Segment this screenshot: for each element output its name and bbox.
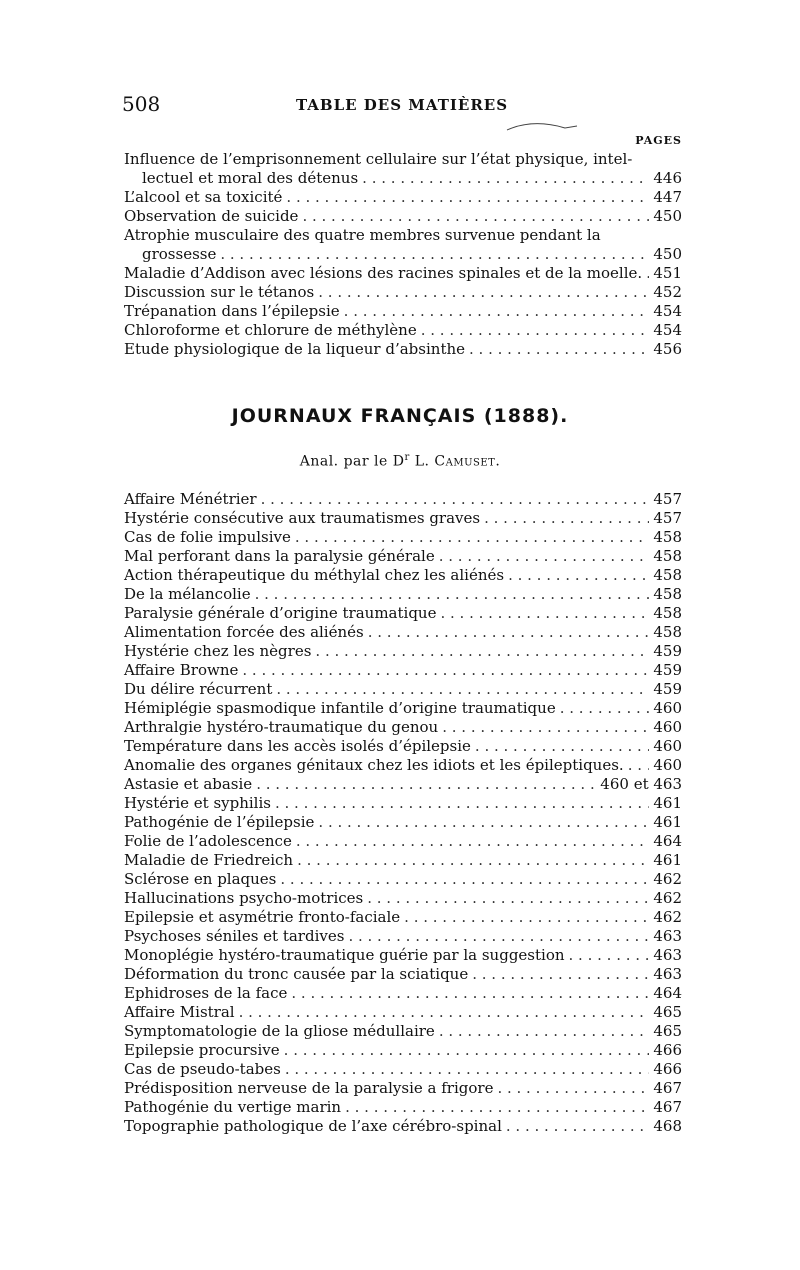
toc-entry-title: Pathogénie du vertige marin xyxy=(124,1098,342,1116)
toc-entry-title: Maladie de Friedreich xyxy=(124,851,294,869)
toc-entry-leader-dots xyxy=(345,1098,649,1117)
toc-entry-title: Topographie pathologique de l’axe cérébro-spinal xyxy=(124,1117,502,1135)
toc-entry-page: 446 xyxy=(653,169,682,187)
toc-entry-title: Influence de l’emprisonnement cellulaire sur l’état physique, intel- xyxy=(124,150,633,168)
toc-entry-leader-dots xyxy=(508,566,649,585)
running-title: TABLE DES MATIÈRES xyxy=(295,96,509,114)
toc-entry-title: Paralysie générale d’origine traumatique xyxy=(124,604,437,622)
toc-list-second xyxy=(124,490,682,1136)
toc-entry-page: 457 xyxy=(653,509,682,527)
pages-column-label: PAGES xyxy=(635,134,682,147)
toc-entry-title: Chloroforme et chlorure de méthylène xyxy=(124,321,417,339)
toc-entry-leader-dots xyxy=(368,623,650,642)
toc-entry-page: 458 xyxy=(653,604,682,622)
section-sub-prefix: Anal. par le D xyxy=(299,453,405,470)
toc-entry xyxy=(124,775,682,794)
toc-entry xyxy=(124,794,682,813)
toc-entry xyxy=(124,737,682,756)
toc-entry xyxy=(124,245,682,264)
toc-entry-page: 458 xyxy=(653,528,682,546)
toc-entry-title: Température dans les accès isolés d’épilepsie xyxy=(124,737,471,755)
toc-entry xyxy=(124,264,682,283)
toc-entry-title: Affaire Mistral xyxy=(124,1003,235,1021)
toc-entry-title: Déformation du tronc causée par la sciatique xyxy=(124,965,469,983)
toc-entry-title: Trépanation dans l’épilepsie xyxy=(124,302,340,320)
toc-entry xyxy=(124,946,682,965)
toc-entry xyxy=(124,870,682,889)
toc-entry-page: 454 xyxy=(653,302,682,320)
toc-entry xyxy=(124,718,682,737)
toc-entry xyxy=(124,699,682,718)
toc-entry xyxy=(124,547,682,566)
toc-entry xyxy=(124,1079,682,1098)
toc-entry xyxy=(124,283,682,302)
toc-entry-title: Astasie et abasie xyxy=(124,775,253,793)
toc-entry-leader-dots xyxy=(291,984,649,1003)
toc-entry xyxy=(124,1041,682,1060)
toc-entry-leader-dots xyxy=(497,1079,649,1098)
toc-entry-title: Anomalie des organes génitaux chez les idiots et les épileptiques. xyxy=(124,756,624,774)
toc-entry xyxy=(124,1060,682,1079)
toc-entry-title: Observation de suicide xyxy=(124,207,299,225)
toc-entry-page: 461 xyxy=(653,813,682,831)
toc-entry-leader-dots xyxy=(261,490,650,509)
toc-entry-title: Cas de pseudo-tabes xyxy=(124,1060,281,1078)
toc-entry-leader-dots xyxy=(255,585,650,604)
toc-entry-title: lectuel et moral des détenus xyxy=(142,169,359,187)
toc-entry-page: 467 xyxy=(653,1098,682,1116)
toc-entry xyxy=(124,851,682,870)
toc-entry-page: 460 xyxy=(653,756,682,774)
toc-entry xyxy=(124,623,682,642)
toc-entry-title: Discussion sur le tétanos xyxy=(124,283,315,301)
toc-entry-leader-dots xyxy=(276,680,649,699)
toc-entry-title: Monoplégie hystéro-traumatique guérie par la suggestion xyxy=(124,946,565,964)
toc-entry-title: De la mélancolie xyxy=(124,585,251,603)
toc-entry-leader-dots xyxy=(280,870,649,889)
toc-entry-page: 450 xyxy=(653,207,682,225)
toc-entry xyxy=(124,188,682,207)
toc-entry-title: Affaire Browne xyxy=(124,661,239,679)
toc-entry xyxy=(124,509,682,528)
toc-entry xyxy=(124,832,682,851)
toc-entry-page: 459 xyxy=(653,680,682,698)
toc-entry-page: 466 xyxy=(653,1041,682,1059)
toc-entry-title: L’alcool et sa toxicité xyxy=(124,188,283,206)
toc-entry xyxy=(124,661,682,680)
toc-entry-page: 458 xyxy=(653,566,682,584)
toc-entry xyxy=(124,1098,682,1117)
toc-entry-leader-dots xyxy=(421,321,650,340)
toc-entry xyxy=(124,585,682,604)
toc-entry xyxy=(124,965,682,984)
toc-entry-leader-dots xyxy=(344,302,650,321)
toc-entry-page: 454 xyxy=(653,321,682,339)
toc-entry-title: Sclérose en plaques xyxy=(124,870,277,888)
toc-entry-leader-dots xyxy=(362,169,649,188)
toc-entry-leader-dots xyxy=(348,927,649,946)
toc-entry-title: Epilepsie et asymétrie fronto-faciale xyxy=(124,908,401,926)
toc-entry-page: 463 xyxy=(653,927,682,945)
toc-entry-title: Hystérie et syphilis xyxy=(124,794,271,812)
toc-entry xyxy=(124,490,682,509)
toc-entry-leader-dots xyxy=(285,1060,650,1079)
page-number: 508 xyxy=(122,92,161,116)
toc-entry-leader-dots xyxy=(318,813,649,832)
toc-entry xyxy=(124,150,682,169)
toc-entry xyxy=(124,566,682,585)
toc-entry-page: 465 xyxy=(653,1003,682,1021)
toc-entry-title: Mal perforant dans la paralysie générale xyxy=(124,547,435,565)
toc-entry-leader-dots xyxy=(297,851,649,870)
toc-entry-title: Arthralgie hystéro-traumatique du genou xyxy=(124,718,439,736)
toc-entry-title: Hystérie chez les nègres xyxy=(124,642,312,660)
toc-entry-title: Etude physiologique de la liqueur d’absinthe xyxy=(124,340,466,358)
toc-entry-page: 467 xyxy=(653,1079,682,1097)
toc-entry-title: Hallucinations psycho-motrices xyxy=(124,889,364,907)
toc-entry-title: Psychoses séniles et tardives xyxy=(124,927,345,945)
toc-entry-page: 461 xyxy=(653,794,682,812)
toc-entry xyxy=(124,169,682,188)
toc-entry xyxy=(124,207,682,226)
toc-entry-title: Alimentation forcée des aliénés xyxy=(124,623,364,641)
toc-entry-title: Symptomatologie de la gliose médullaire xyxy=(124,1022,435,1040)
toc-entry-page: 459 xyxy=(653,642,682,660)
ornament-flourish xyxy=(505,118,585,136)
toc-entry-title: grossesse xyxy=(142,245,217,263)
toc-entry-page: 462 xyxy=(653,870,682,888)
toc-entry-leader-dots xyxy=(442,718,649,737)
toc-entry-page: 462 xyxy=(653,908,682,926)
toc-entry-leader-dots xyxy=(284,1041,650,1060)
toc-entry-leader-dots xyxy=(256,775,596,794)
toc-entry-page: 460 xyxy=(653,737,682,755)
toc-entry xyxy=(124,321,682,340)
toc-entry xyxy=(124,680,682,699)
toc-entry-page: 464 xyxy=(653,984,682,1002)
toc-entry-leader-dots xyxy=(439,547,650,566)
toc-list-first xyxy=(124,150,682,359)
toc-entry-title: Folie de l’adolescence xyxy=(124,832,292,850)
toc-entry xyxy=(124,340,682,359)
toc-entry-leader-dots xyxy=(318,283,649,302)
toc-entry-page: 463 xyxy=(653,946,682,964)
toc-entry-page: 452 xyxy=(653,283,682,301)
toc-entry-leader-dots xyxy=(242,661,649,680)
toc-entry-page: 460 xyxy=(653,699,682,717)
toc-entry-page: 451 xyxy=(653,264,682,282)
toc-entry-page: 465 xyxy=(653,1022,682,1040)
toc-entry xyxy=(124,604,682,623)
toc-entry-leader-dots xyxy=(484,509,649,528)
toc-entry-page: 464 xyxy=(653,832,682,850)
toc-entry-title: Maladie d’Addison avec lésions des racines spinales et de la moelle. xyxy=(124,264,643,282)
toc-entry-page: 458 xyxy=(653,623,682,641)
toc-entry-page: 458 xyxy=(653,547,682,565)
toc-entry-page: 460 xyxy=(653,718,682,736)
toc-entry-page: 462 xyxy=(653,889,682,907)
toc-entry-leader-dots xyxy=(220,245,649,264)
section-sub-sup: r xyxy=(404,452,410,463)
toc-entry-leader-dots xyxy=(469,340,649,359)
toc-entry-leader-dots xyxy=(646,264,649,283)
toc-entry-leader-dots xyxy=(286,188,649,207)
toc-entry xyxy=(124,813,682,832)
toc-entry xyxy=(124,1022,682,1041)
toc-entry-leader-dots xyxy=(315,642,649,661)
toc-entry-title: Hystérie consécutive aux traumatismes graves xyxy=(124,509,481,527)
toc-entry xyxy=(124,756,682,775)
toc-entry-leader-dots xyxy=(472,965,649,984)
toc-entry-leader-dots xyxy=(475,737,649,756)
toc-entry-title: Pathogénie de l’épilepsie xyxy=(124,813,315,831)
toc-entry-page: 460 et 463 xyxy=(600,775,682,793)
section-author-name: L. Camuset. xyxy=(414,453,501,470)
toc-entry-leader-dots xyxy=(367,889,649,908)
toc-entry xyxy=(124,889,682,908)
toc-entry xyxy=(124,927,682,946)
toc-entry-title: Atrophie musculaire des quatre membres survenue pendant la xyxy=(124,226,601,244)
toc-entry-leader-dots xyxy=(560,699,650,718)
toc-entry-leader-dots xyxy=(506,1117,649,1136)
toc-entry-title: Cas de folie impulsive xyxy=(124,528,291,546)
toc-entry xyxy=(124,1117,682,1136)
toc-entry-title: Hémiplégie spasmodique infantile d’origine traumatique xyxy=(124,699,556,717)
page-header xyxy=(122,92,682,118)
section-title: JOURNAUX FRANÇAIS (1888). xyxy=(231,405,569,427)
toc-entry-leader-dots xyxy=(295,528,649,547)
toc-entry xyxy=(124,908,682,927)
toc-entry-page: 463 xyxy=(653,965,682,983)
toc-entry xyxy=(124,984,682,1003)
toc-entry-page: 461 xyxy=(653,851,682,869)
toc-entry-title: Du délire récurrent xyxy=(124,680,273,698)
toc-entry xyxy=(124,302,682,321)
toc-entry-title: Ephidroses de la face xyxy=(124,984,288,1002)
toc-entry-title: Prédisposition nerveuse de la paralysie a frigore xyxy=(124,1079,494,1097)
toc-entry-title: Action thérapeutique du méthylal chez les aliénés xyxy=(124,566,505,584)
toc-entry-page: 468 xyxy=(653,1117,682,1135)
toc-entry-leader-dots xyxy=(296,832,650,851)
toc-entry xyxy=(124,226,682,245)
toc-entry-leader-dots xyxy=(439,1022,650,1041)
section-author-line xyxy=(0,452,800,470)
toc-entry-leader-dots xyxy=(275,794,649,813)
toc-entry-page: 466 xyxy=(653,1060,682,1078)
toc-entry-page: 458 xyxy=(653,585,682,603)
toc-entry-page: 457 xyxy=(653,490,682,508)
toc-entry-page: 450 xyxy=(653,245,682,263)
toc-entry-title: Affaire Ménétrier xyxy=(124,490,257,508)
toc-entry-leader-dots xyxy=(302,207,649,226)
toc-entry-leader-dots xyxy=(239,1003,650,1022)
toc-entry-title: Epilepsie procursive xyxy=(124,1041,280,1059)
toc-entry-leader-dots xyxy=(440,604,649,623)
toc-entry xyxy=(124,642,682,661)
toc-entry-leader-dots xyxy=(404,908,649,927)
toc-entry-leader-dots xyxy=(628,756,650,775)
toc-entry xyxy=(124,528,682,547)
toc-entry-page: 456 xyxy=(653,340,682,358)
toc-entry xyxy=(124,1003,682,1022)
toc-entry-page: 447 xyxy=(653,188,682,206)
toc-entry-leader-dots xyxy=(569,946,650,965)
toc-entry-page: 459 xyxy=(653,661,682,679)
